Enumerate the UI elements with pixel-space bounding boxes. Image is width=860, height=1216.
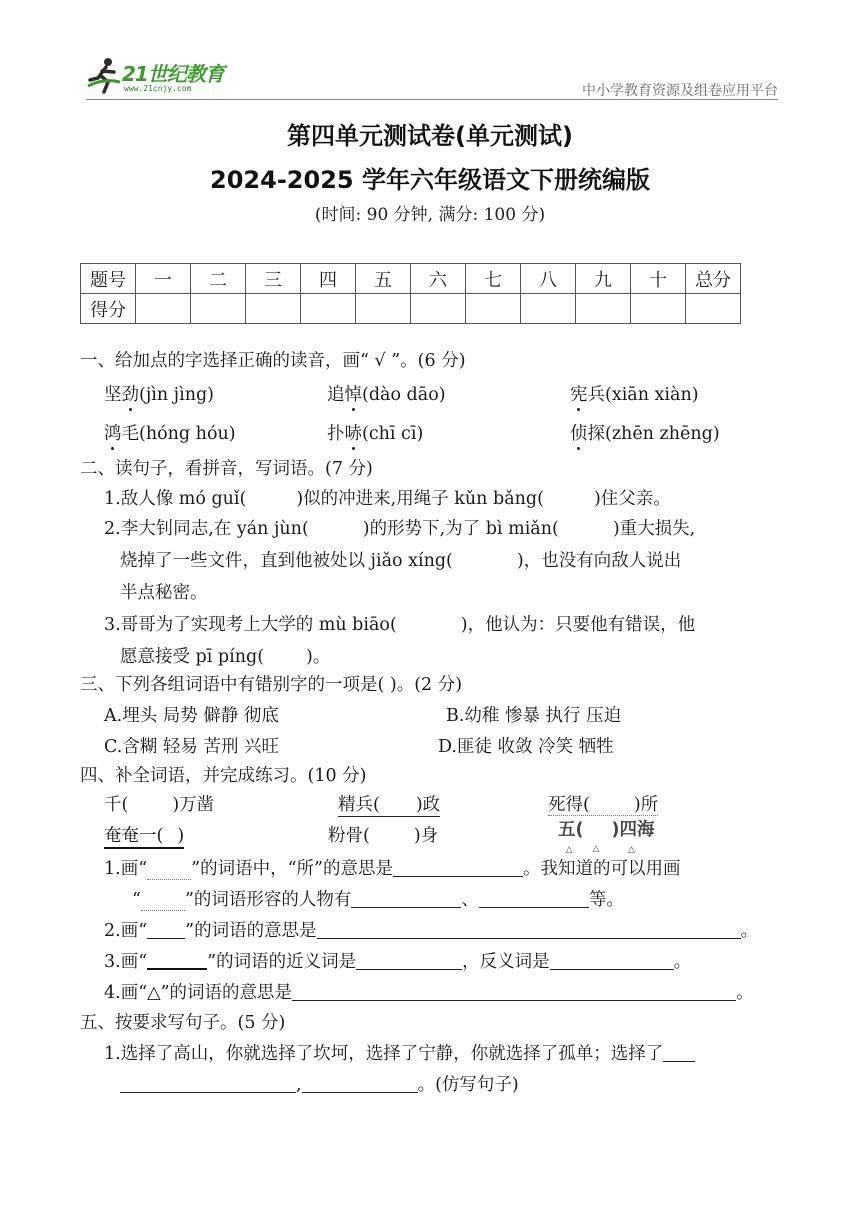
q3-option-a: A.埋头 局势 僻静 彻底 bbox=[104, 706, 279, 726]
score-cell[interactable] bbox=[411, 294, 466, 324]
score-cell[interactable] bbox=[466, 294, 521, 324]
score-cell[interactable] bbox=[521, 294, 576, 324]
table-cell: 三 bbox=[246, 264, 301, 294]
table-cell: 四 bbox=[301, 264, 356, 294]
q2-heading: 二、读句子，看拼音，写词语。(7 分) bbox=[80, 459, 373, 479]
runner-logo-icon bbox=[86, 56, 122, 94]
q4-word: 粉骨( )身 bbox=[328, 826, 439, 846]
q1-heading: 一、给加点的字选择正确的读音，画“ √ ”。(6 分) bbox=[80, 351, 466, 371]
q2-sentence-3-cont: 愿意接受 pī píng( )。 bbox=[120, 647, 331, 667]
logo bbox=[86, 56, 236, 98]
page-subtitle: 2024-2025 学年六年级语文下册统编版 bbox=[210, 166, 650, 194]
q4-word: 千( )万凿 bbox=[104, 795, 215, 815]
header-divider bbox=[86, 99, 778, 100]
table-cell: 五 bbox=[356, 264, 411, 294]
q1-item: 坚劲(jìn jìng) bbox=[104, 381, 214, 406]
page-title: 第四单元测试卷(单元测试) bbox=[287, 122, 573, 150]
q4-part-3: 3.画“ ”的词语的近义词是 ，反义词是 。 bbox=[104, 952, 692, 972]
table-cell: 十 bbox=[631, 264, 686, 294]
table-cell: 总分 bbox=[686, 264, 741, 294]
q5-heading: 五、按要求写句子。(5 分) bbox=[80, 1013, 286, 1033]
q2-sentence-2-cont: 烧掉了一些文件，直到他被处以 jiǎo xíng( )，也没有向敌人说出 bbox=[120, 551, 682, 571]
table-cell: 六 bbox=[411, 264, 466, 294]
score-cell[interactable] bbox=[356, 294, 411, 324]
score-cell[interactable] bbox=[686, 294, 741, 324]
q1-item: 侦探(zhēn zhēng) bbox=[570, 420, 720, 445]
table-cell: 八 bbox=[521, 264, 576, 294]
q4-heading: 四、补全词语，并完成练习。(10 分) bbox=[80, 766, 367, 786]
q2-sentence-2-end: 半点秘密。 bbox=[120, 583, 208, 603]
logo-brand: 21世纪教育 bbox=[122, 62, 224, 86]
platform-name: 中小学教育资源及组卷应用平台 bbox=[582, 83, 778, 99]
q4-part-2: 2.画“ ”的词语的意思是 。 bbox=[104, 921, 759, 941]
q4-word-triangle: 五( △ △ )四海 △ bbox=[558, 816, 655, 841]
q1-item: 追悼(dào dāo) bbox=[327, 381, 446, 406]
q3-option-d: D.匪徒 收敛 冷笑 牺牲 bbox=[438, 737, 614, 757]
q1-item: 扑哧(chī cī) bbox=[327, 420, 423, 445]
logo-url: www.21cnjy.com bbox=[124, 84, 192, 93]
q5-sentence-1-cont: , 。(仿写句子) bbox=[120, 1071, 519, 1096]
q3-option-b: B.幼稚 惨暴 执行 压迫 bbox=[446, 706, 622, 726]
q4-part-4: 4.画“△”的词语的意思是 。 bbox=[104, 983, 754, 1003]
table-cell: 二 bbox=[191, 264, 246, 294]
q5-sentence-1: 1.选择了高山，你就选择了坎坷，选择了宁静，你就选择了孤单；选择了 bbox=[104, 1040, 695, 1065]
score-cell[interactable] bbox=[136, 294, 191, 324]
table-cell: 九 bbox=[576, 264, 631, 294]
q3-heading: 三、下列各组词语中有错别字的一项是( )。(2 分) bbox=[80, 675, 463, 695]
score-table bbox=[80, 263, 741, 324]
table-cell: 题号 bbox=[81, 264, 136, 294]
q4-part-1: 1.画“ ”的词语中，“所”的意思是 。我知道的可以用画 bbox=[104, 859, 681, 879]
q4-word-thick: 奄奄一( ) bbox=[104, 822, 184, 849]
exam-info: (时间: 90 分钟, 满分: 100 分) bbox=[314, 205, 546, 225]
q4-word-wavy: 死得( )所 bbox=[548, 795, 659, 815]
q2-sentence-3: 3.哥哥为了实现考上大学的 mù biāo( )，他认为：只要他有错误，他 bbox=[104, 615, 696, 635]
q3-option-c: C.含糊 轻易 苦刑 兴旺 bbox=[104, 737, 280, 757]
score-cell[interactable] bbox=[191, 294, 246, 324]
score-cell[interactable] bbox=[631, 294, 686, 324]
score-cell[interactable] bbox=[246, 294, 301, 324]
table-cell: 得分 bbox=[81, 294, 136, 324]
table-cell: 一 bbox=[136, 264, 191, 294]
q1-item: 宪兵(xiān xiàn) bbox=[570, 381, 699, 406]
q4-word-underlined: 精兵( )政 bbox=[338, 791, 440, 817]
q2-sentence-1: 1.敌人像 mó guǐ( )似的冲进来,用绳子 kǔn bǎng( )住父亲。 bbox=[104, 489, 671, 509]
q2-sentence-2: 2.李大钊同志,在 yán jùn( )的形势下,为了 bì miǎn( )重大损失, bbox=[104, 519, 696, 539]
score-table-header-row bbox=[81, 264, 741, 294]
score-table-score-row bbox=[81, 294, 741, 324]
q4-part-1-cont: “ ”的词语形容的人物有 、 等。 bbox=[132, 890, 624, 910]
q1-item: 鸿毛(hóng hóu) bbox=[104, 420, 236, 445]
score-cell[interactable] bbox=[301, 294, 356, 324]
table-cell: 七 bbox=[466, 264, 521, 294]
score-cell[interactable] bbox=[576, 294, 631, 324]
